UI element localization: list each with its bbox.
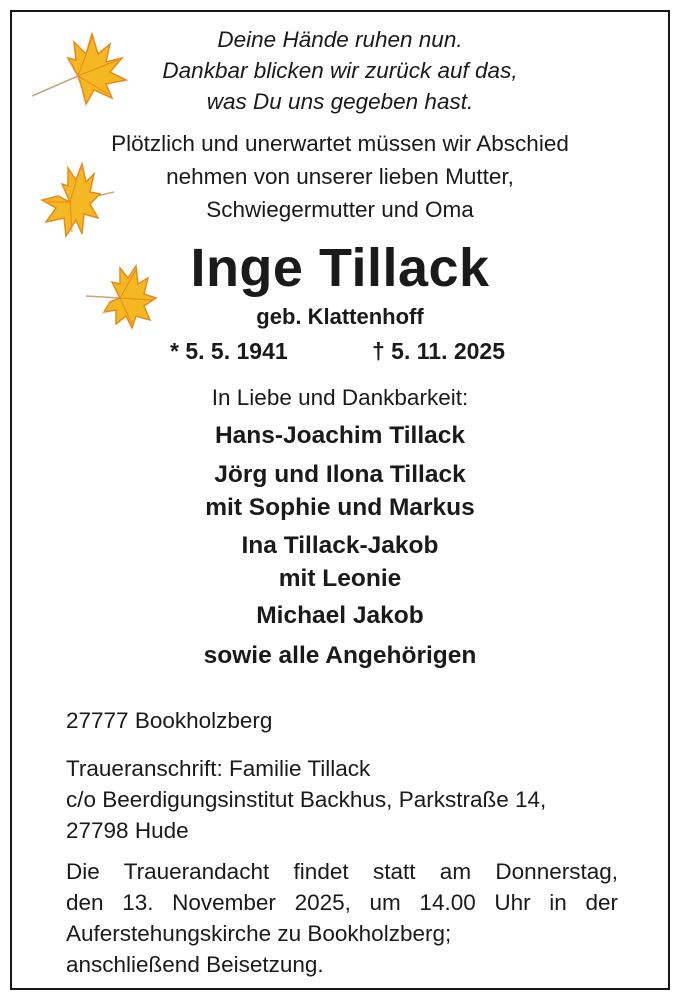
ceremony-info xyxy=(66,856,618,980)
family-line: Ina Tillack-Jakob xyxy=(241,532,439,559)
intro-line: Schwiegermutter und Oma xyxy=(206,197,474,222)
address-line: Traueranschrift: Familie Tillack xyxy=(66,756,371,781)
ceremony-line: den 13. November 2025, um 14.00 Uhr in der xyxy=(66,890,618,915)
address-line: 27798 Hude xyxy=(66,818,189,843)
family-line: mit Leonie xyxy=(278,565,402,592)
ceremony-line: anschließend Beisetzung. xyxy=(66,952,324,977)
family-entry xyxy=(0,419,680,452)
poem xyxy=(0,24,680,117)
birth-name: geb. Klattenhoff xyxy=(256,304,424,329)
family-line: Hans-Joachim Tillack xyxy=(214,422,466,449)
ceremony-line: Die Trauerandacht findet statt am Donnerstag, xyxy=(66,859,618,884)
family-entry xyxy=(0,529,680,595)
family-line: mit Sophie und Markus xyxy=(205,494,475,521)
family-line: sowie alle Angehörigen xyxy=(203,642,477,669)
family-entry xyxy=(0,599,680,632)
death-date: † 5. 11. 2025 xyxy=(372,338,506,364)
family-line: Michael Jakob xyxy=(256,602,424,629)
ceremony-line: Auferstehungskirche zu Bookholzberg; xyxy=(66,921,452,946)
birth-date: * 5. 5. 1941 xyxy=(170,338,288,364)
mourning-address xyxy=(66,753,546,846)
poem-line: was Du uns gegeben hast. xyxy=(206,89,474,114)
intro-text xyxy=(0,127,680,226)
family-line: Jörg und Ilona Tillack xyxy=(214,461,466,488)
intro-line: Plötzlich und unerwartet müssen wir Abschied xyxy=(111,131,569,156)
address-line: c/o Beerdigungsinstitut Backhus, Parkstraße 14, xyxy=(66,787,547,812)
city: 27777 Bookholzberg xyxy=(66,708,273,733)
family-entry xyxy=(0,639,680,672)
intro-line: nehmen von unserer lieben Mutter, xyxy=(166,164,514,189)
poem-line: Dankbar blicken wir zurück auf das, xyxy=(162,58,518,83)
thanks-line: In Liebe und Dankbarkeit: xyxy=(211,385,469,410)
poem-line: Deine Hände ruhen nun. xyxy=(217,27,463,52)
family-entry xyxy=(0,458,680,524)
deceased-name: Inge Tillack xyxy=(190,238,490,298)
